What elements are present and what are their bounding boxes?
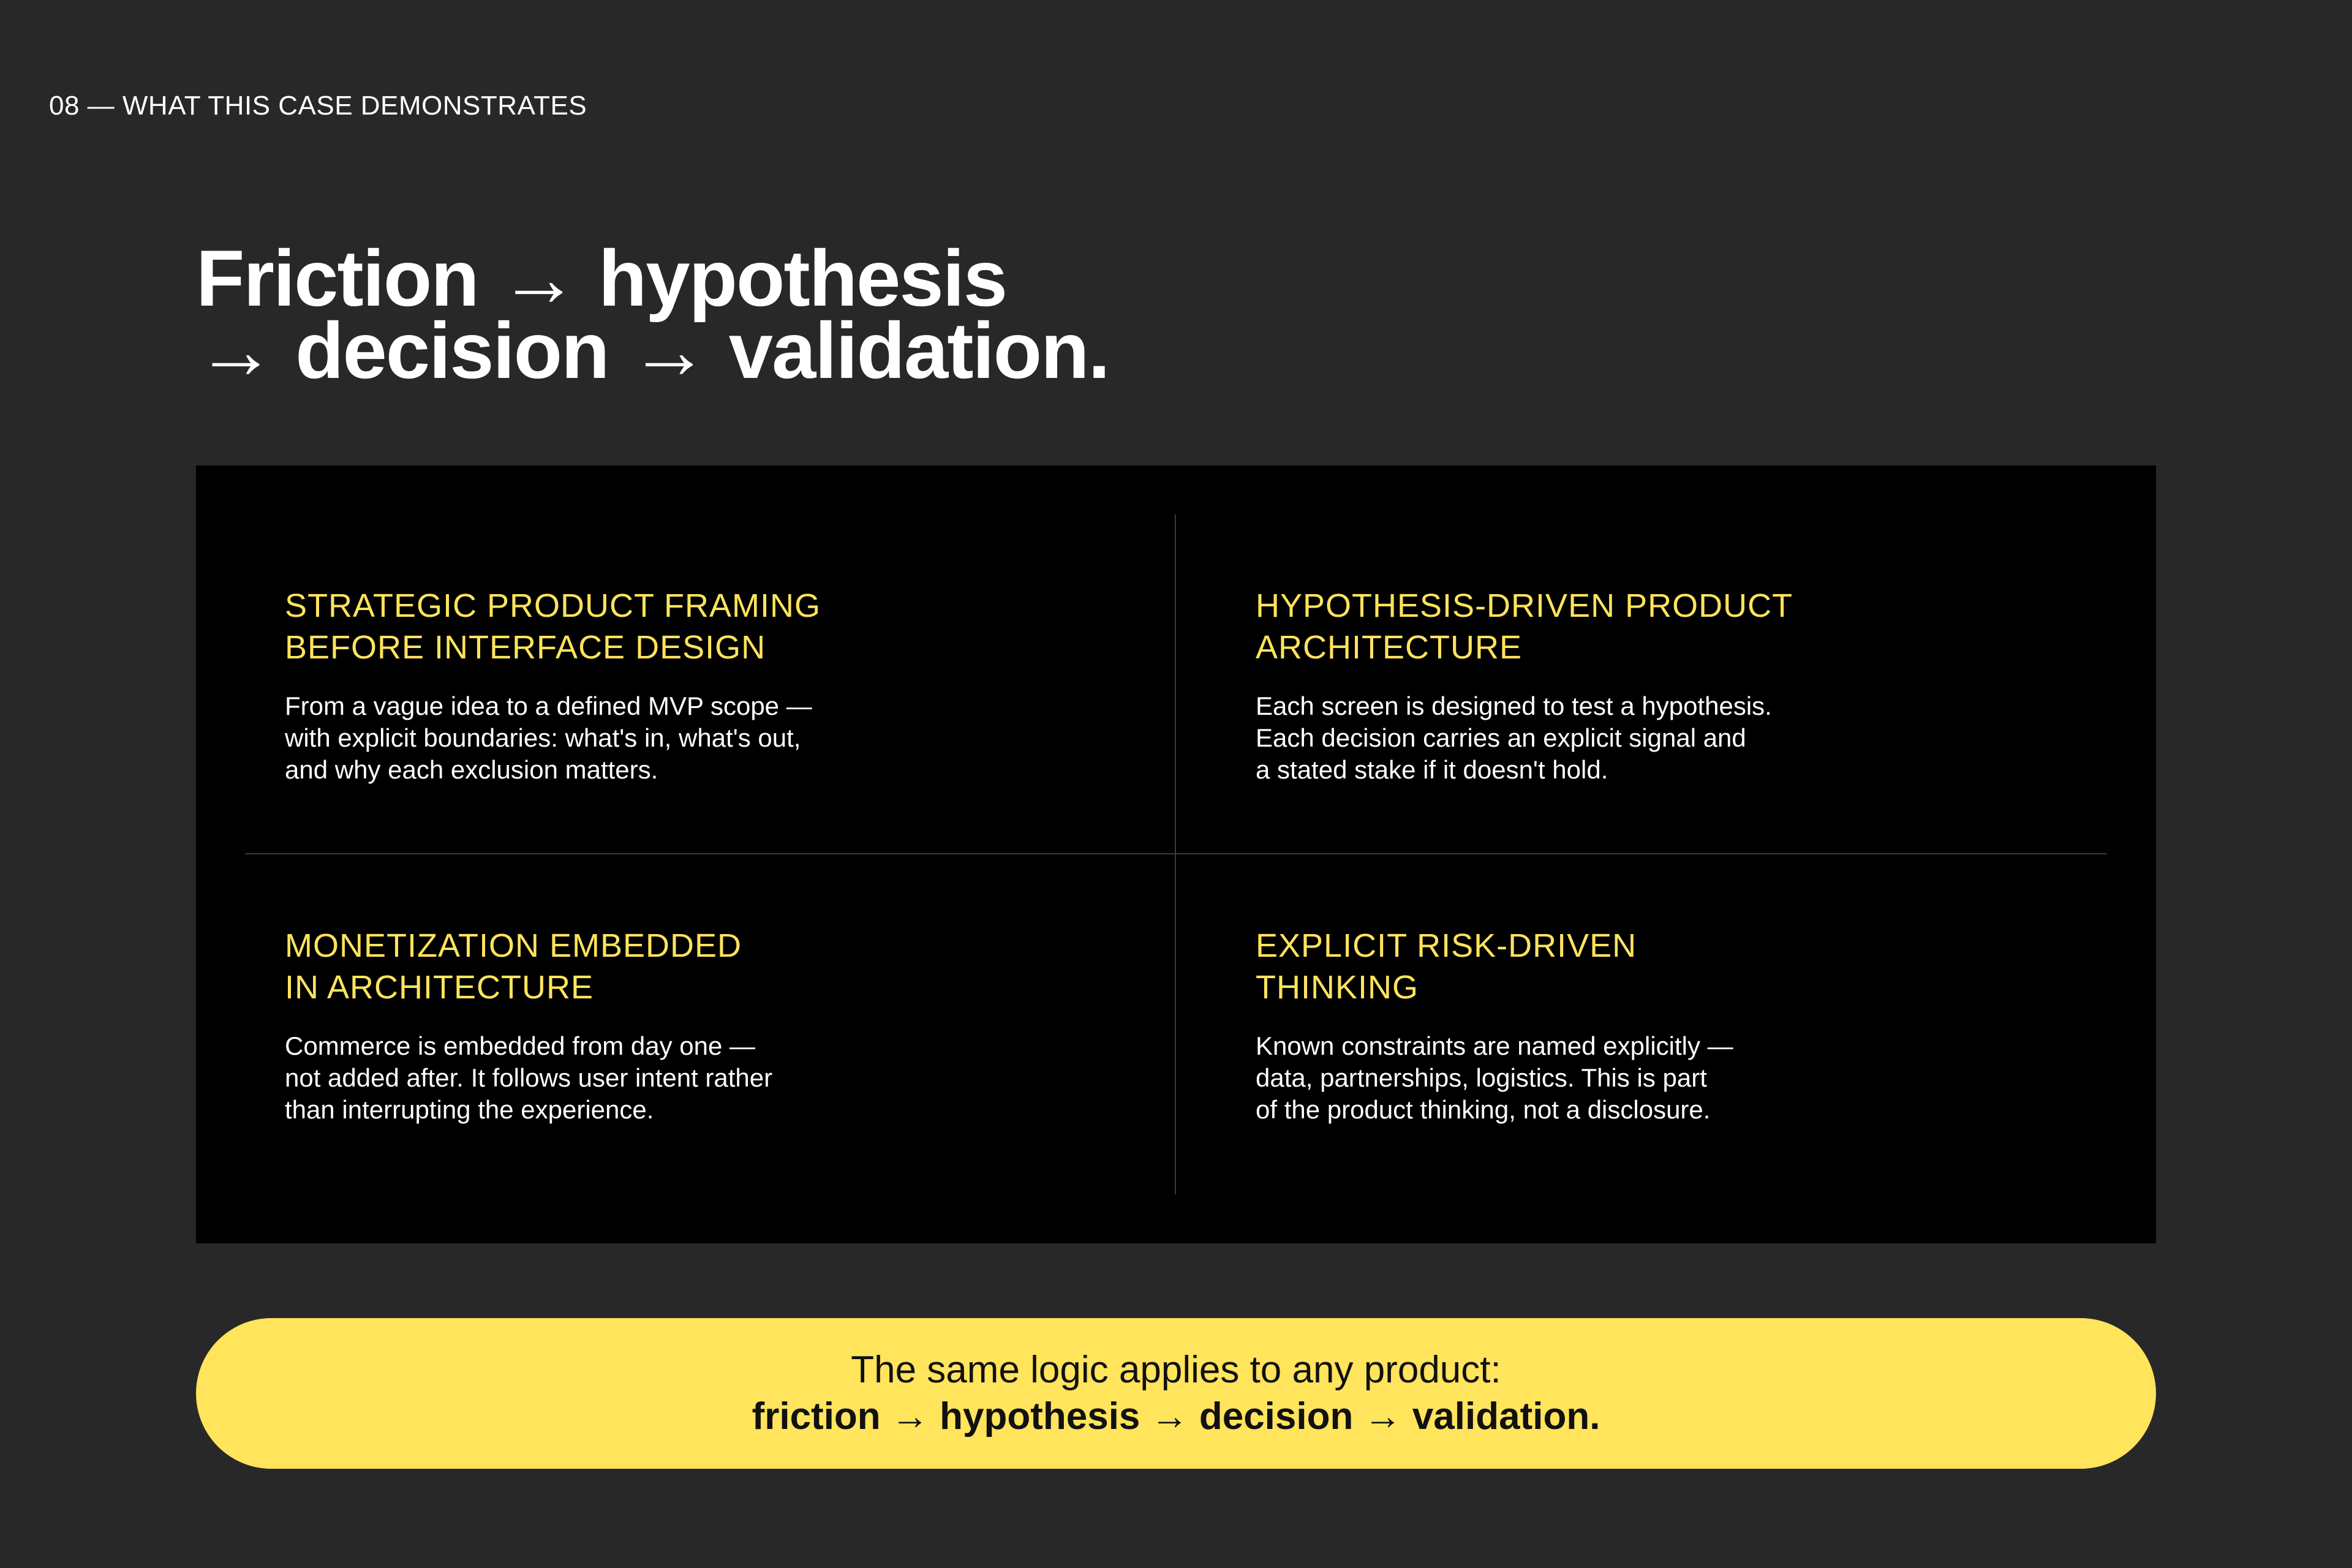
card-title xyxy=(285,925,959,1008)
card-body-line: and why each exclusion matters. xyxy=(285,755,658,784)
summary-intro: The same logic applies to any product: xyxy=(851,1349,1501,1391)
card-body xyxy=(1256,1030,1929,1126)
card-body-line: a stated stake if it doesn't hold. xyxy=(1256,755,1608,784)
capabilities-panel xyxy=(196,466,2156,1243)
card-title-line: BEFORE INTERFACE DESIGN xyxy=(285,629,766,666)
card-title-line: ARCHITECTURE xyxy=(1256,629,1523,666)
card-body-line: Commerce is embedded from day one — xyxy=(285,1031,755,1060)
card-title-line: EXPLICIT RISK-DRIVEN xyxy=(1256,927,1637,964)
capability-card-hypothesis-architecture xyxy=(1256,585,1929,786)
card-body xyxy=(1256,690,1929,786)
card-title xyxy=(1256,585,1929,668)
card-body xyxy=(285,1030,959,1126)
card-body xyxy=(285,690,959,786)
card-title-line: STRATEGIC PRODUCT FRAMING xyxy=(285,587,821,624)
card-body-line: Each decision carries an explicit signal and xyxy=(1256,723,1746,752)
card-body-line: not added after. It follows user intent rather xyxy=(285,1063,773,1092)
headline-line-2: → decision → validation. xyxy=(196,306,1109,395)
card-body-line: data, partnerships, logistics. This is part xyxy=(1256,1063,1707,1092)
card-title xyxy=(1256,925,1929,1008)
card-body-line: Known constraints are named explicitly — xyxy=(1256,1031,1733,1060)
capability-card-strategic-framing xyxy=(285,585,959,786)
card-title xyxy=(285,585,959,668)
headline xyxy=(196,233,1109,395)
capability-card-monetization xyxy=(285,925,959,1126)
card-body-line: Each screen is designed to test a hypothesis. xyxy=(1256,692,1772,720)
summary-banner xyxy=(196,1318,2156,1469)
card-body-line: of the product thinking, not a disclosure. xyxy=(1256,1095,1711,1124)
card-body-line: with explicit boundaries: what's in, what's out, xyxy=(285,723,801,752)
summary-formula: friction → hypothesis → decision → validation. xyxy=(752,1395,1600,1438)
card-title-line: THINKING xyxy=(1256,969,1419,1006)
headline-line-1: Friction → hypothesis xyxy=(196,233,1007,323)
section-label: 08 — WHAT THIS CASE DEMONSTRATES xyxy=(49,91,587,121)
capability-card-risk-thinking xyxy=(1256,925,1929,1126)
vertical-divider xyxy=(1175,514,1176,1194)
card-title-line: HYPOTHESIS-DRIVEN PRODUCT xyxy=(1256,587,1793,624)
card-body-line: than interrupting the experience. xyxy=(285,1095,654,1124)
card-title-line: IN ARCHITECTURE xyxy=(285,969,594,1006)
card-body-line: From a vague idea to a defined MVP scope — xyxy=(285,692,812,720)
card-title-line: MONETIZATION EMBEDDED xyxy=(285,927,742,964)
horizontal-divider xyxy=(245,853,2107,854)
